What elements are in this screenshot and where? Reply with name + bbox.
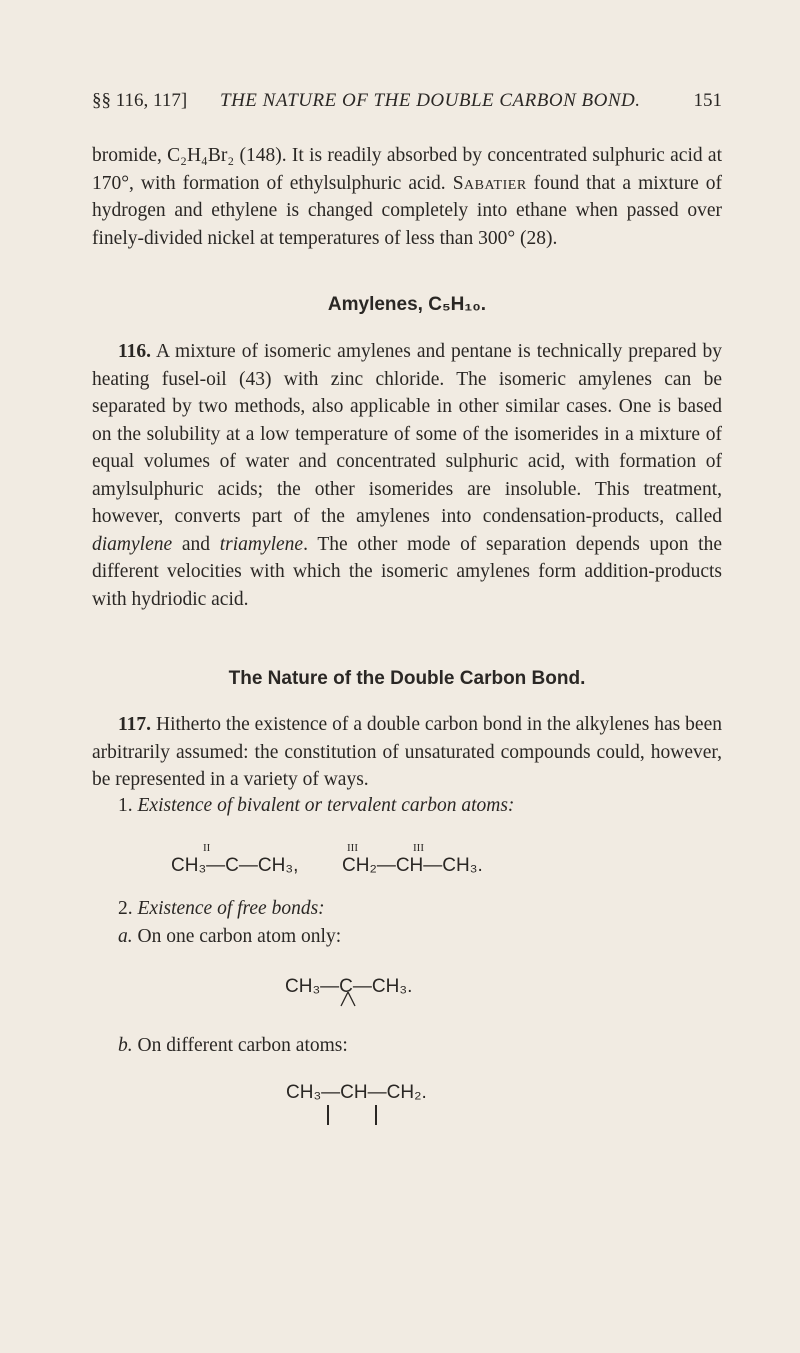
para1-text-a: bromide, C₂H₄Br₂ (148). It is readily absorbed by concentrated sulphuric acid at 170°, with formation of ethylsulphuric acid. [92, 145, 722, 194]
list-item-1 [118, 795, 514, 817]
para117-text: Hitherto the existence of a double carbon bond in the alkylenes has been arbitrarily assumed: the constitution of unsaturated compounds could, however, be represented in a variety of ways. [92, 714, 722, 790]
valence-mark-bivalent: II [203, 842, 211, 854]
paragraph-116 [92, 338, 722, 613]
free-bond-line-2 [375, 1105, 377, 1125]
header-title: THE NATURE OF THE DOUBLE CARBON BOND. [220, 90, 641, 111]
term-triamylene: triamylene [219, 533, 304, 555]
formula-free-bonds-different-atoms: CH₃—CH—CH₂. [286, 1082, 427, 1103]
item-1-number: 1. [118, 795, 133, 816]
free-bond-line-1 [327, 1105, 329, 1125]
list-item-2 [118, 898, 325, 920]
para116-text-1: A mixture of isomeric amylenes and pentane is technically prepared by heating fusel-oil (43) with zinc chloride. The isomeric amylenes can be separated by two methods, also applicable in other similar cases. One is based on the solubility at a low temperature of some of the isomerides in a mixture of equal volumes of water and concentrated sulphuric acid, with formation of amylsulphuric acids; the other isomerides are insoluble. This treatment, however, converts part of the amylenes into condensation-products, called [92, 341, 722, 527]
valence-mark-tervalent-2: III [413, 842, 424, 854]
item-2a-letter: a. [118, 926, 133, 947]
para116-and: and [172, 533, 220, 555]
formula-free-bonds-one-atom: CH₃—C—CH₃. [285, 976, 413, 997]
paragraph-continuation [92, 142, 722, 252]
section-number-116: 116. [118, 341, 152, 362]
heading-amylenes: Amylenes, C₅H₁₀. [327, 294, 487, 315]
heading-double-carbon-bond: The Nature of the Double Carbon Bond. [228, 668, 586, 689]
formula-tervalent-carbon: CH₂—CH—CH₃. [342, 855, 483, 876]
item-2b-letter: b. [118, 1035, 133, 1056]
paragraph-117 [92, 711, 722, 794]
header-section-ref: §§ 116, 117] [92, 90, 188, 111]
formula-bivalent-carbon: CH₃—C—CH₃, [171, 855, 299, 876]
item-1-label: Existence of bivalent or tervalent carbon atoms: [137, 795, 515, 816]
item-2b-text: On different carbon atoms: [137, 1035, 348, 1056]
page-number: 151 [693, 90, 722, 111]
section-number-117: 117. [118, 714, 152, 735]
item-2a-text: On one carbon atom only: [137, 926, 342, 947]
item-2-label: Existence of free bonds: [137, 898, 325, 919]
list-item-2b [118, 1035, 348, 1057]
author-name-sabatier: Sabatier [452, 172, 527, 194]
item-2-number: 2. [118, 898, 133, 919]
valence-mark-tervalent-1: III [347, 842, 358, 854]
free-bonds-wedge-icon [338, 992, 358, 1008]
list-item-2a [118, 926, 341, 948]
para1-text-b: found that a mixture of hydrogen and ethylene is changed completely into ethane when passed over finely-divided nickel at temperatures of less than 300° (28). [92, 172, 722, 249]
running-header [92, 90, 722, 124]
para116-text-2: . The other mode of separation depends upon the different velocities with which the isomeric amylenes form addition-products with hydriodic acid. [92, 533, 723, 610]
term-diamylene: diamylene [92, 533, 173, 555]
